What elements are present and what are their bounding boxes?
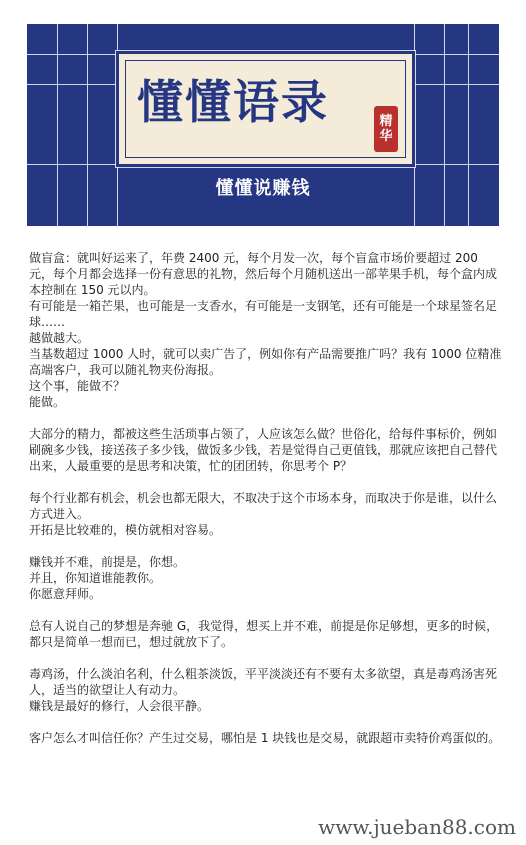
paragraph: 做盲盒：就叫好运来了，年费 2400 元，每个月发一次，每个盲盒市场价要超过 200 元，每个月都会选择一份有意思的礼物，然后每个月随机送出一部苹果手机，每个盒内成本控制在 150 元以内。 有可能是一箱芒果，也可能是一支香水，有可能是一支钢笔，还有可能是一个球星签名足球…… 越做越大。 当基数超过 1000 人时，就可以卖广告了，例如你有产品需要推广吗？我有 1000 位精准高端客户，我可以随礼物夹份海报。 这个事，能做不？ 能做。 [29,251,502,409]
seal-stamp [374,106,398,152]
paragraph: 每个行业都有机会，机会也都无限大，不取决于这个市场本身，而取决于你是谁，以什么方式进入。 开拓是比较难的，模仿就相对容易。 [29,491,498,537]
watermark: www.jueban88.com [318,815,516,839]
title-card [119,54,412,164]
banner-title: 懂懂语录 [137,75,329,129]
header-banner [27,24,499,226]
seal-char-2: 华 [379,129,393,144]
paragraph: 总有人说自己的梦想是奔驰 G，我觉得，想买上并不难，前提是你足够想，更多的时候，都只是简单一想而已，想过就放下了。 [29,619,499,649]
paragraph: 客户怎么才叫信任你？产生过交易，哪怕是 1 块钱也是交易，就跟超市卖特价鸡蛋似的。 [29,731,501,745]
paragraph: 毒鸡汤，什么淡泊名利，什么粗茶淡饭，平平淡淡还有不要有太多欲望，真是毒鸡汤害死人，适当的欲望让人有动力。 赚钱是最好的修行，人会很平静。 [29,667,498,713]
paragraph: 赚钱并不难，前提是，你想。 并且，你知道谁能教你。 你愿意拜师。 [29,555,186,601]
article-body [29,250,503,746]
paragraph: 大部分的精力，都被这些生活琐事占领了，人应该怎么做？世俗化，给每件事标价，例如刷碗多少钱，接送孩子多少钱，做饭多少钱，若是觉得自己更值钱，那就应该把自己替代出来，人最重要的是思考和决策，忙的团团转，你思考个 P？ [29,427,498,473]
seal-char-1: 精 [379,114,393,129]
banner-subtitle: 懂懂说赚钱 [215,178,311,199]
